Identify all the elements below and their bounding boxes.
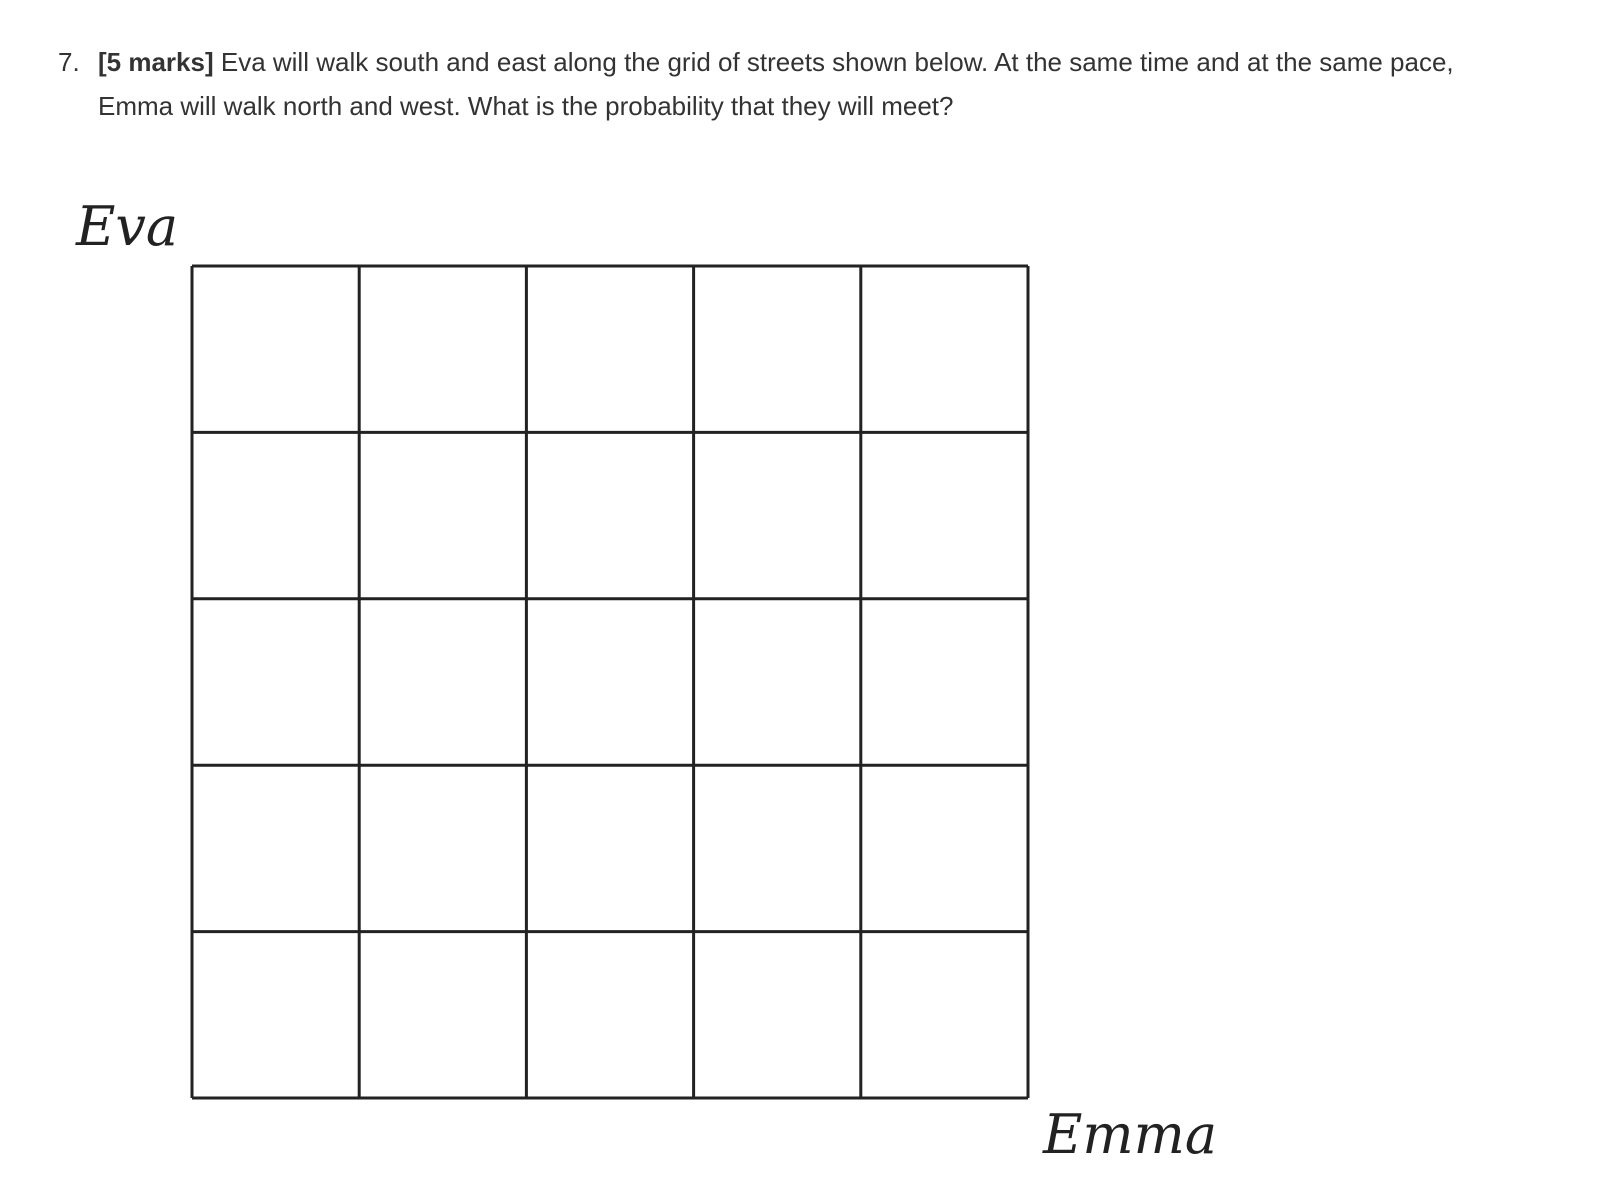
eva-label: Eva xyxy=(76,195,179,258)
street-grid-svg xyxy=(190,264,1030,1100)
question-line-2: Emma will walk north and west. What is the probability that they will meet? xyxy=(98,91,954,121)
question-text xyxy=(58,40,1578,128)
question-line-1 xyxy=(58,40,1578,84)
question-marks: [5 marks] xyxy=(98,47,214,77)
street-grid xyxy=(190,264,1030,1100)
emma-label: Emma xyxy=(1043,1103,1218,1166)
question-number: 7. xyxy=(58,47,80,77)
question-body-line-1: Eva will walk south and east along the grid of streets shown below. At the same time and at the same pace, xyxy=(213,47,1454,77)
